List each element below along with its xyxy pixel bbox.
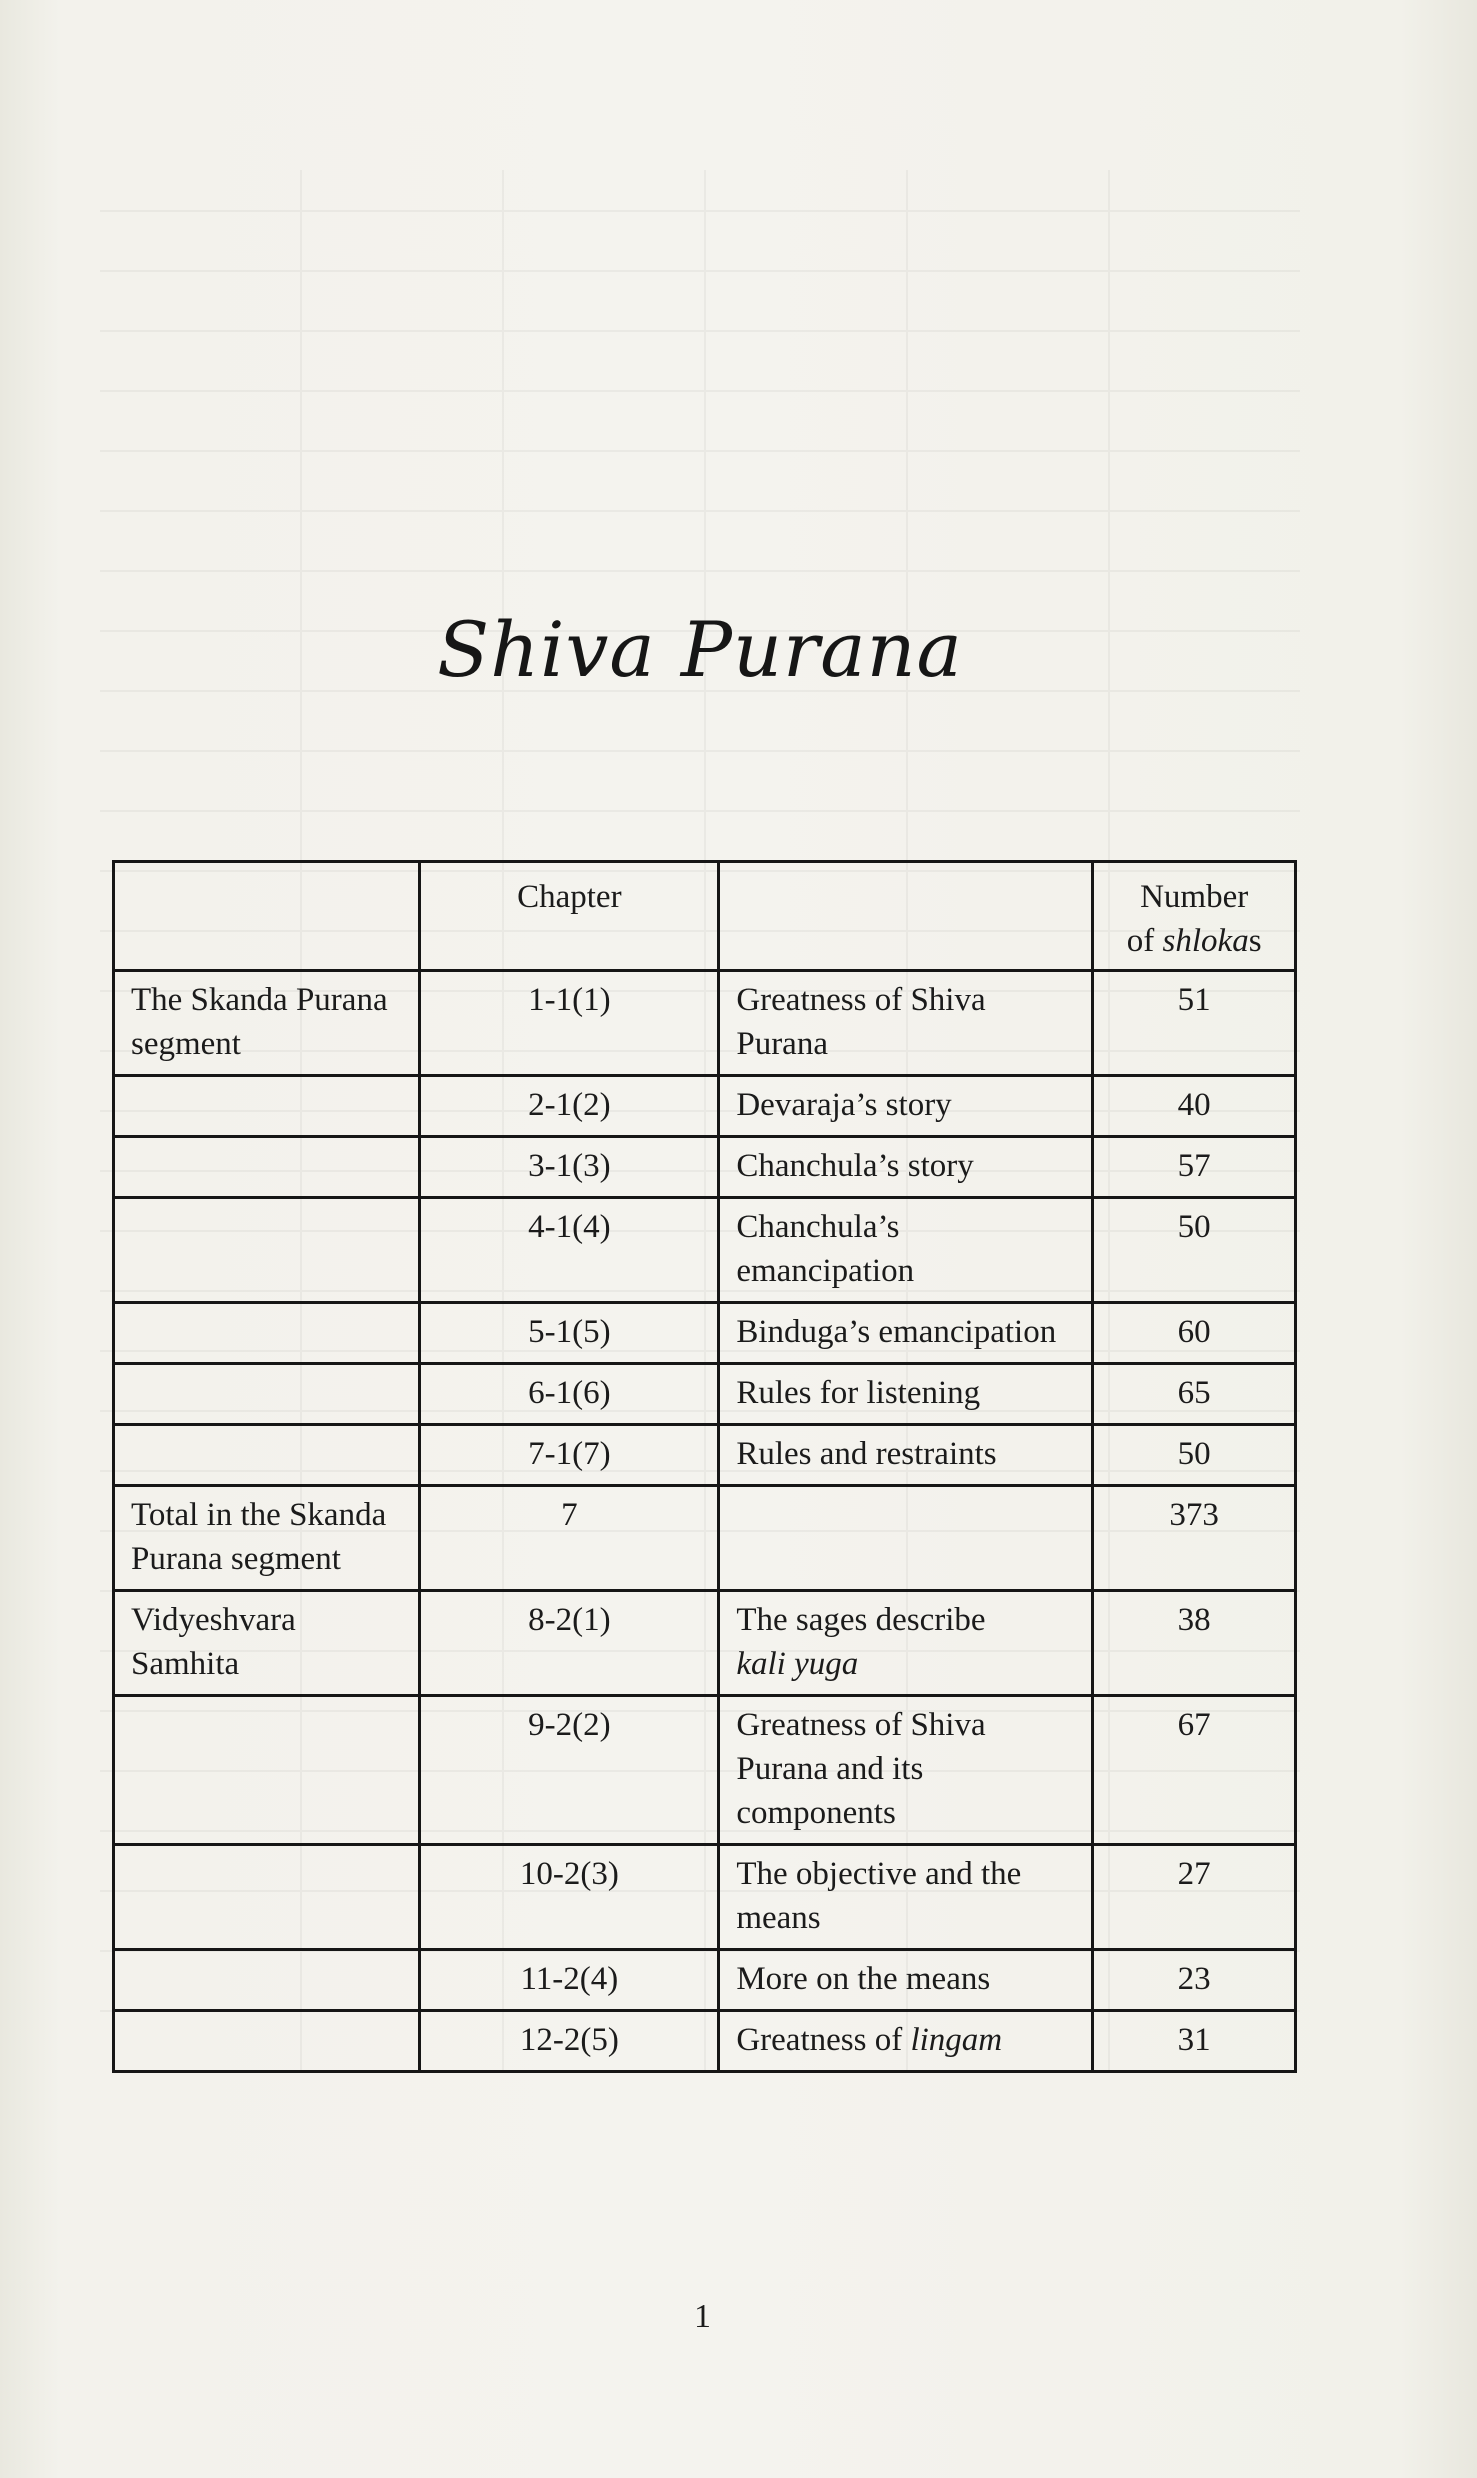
cell-count: 38	[1093, 1591, 1296, 1696]
cell-chapter: 8-2(1)	[420, 1591, 719, 1696]
cell-count: 40	[1093, 1076, 1296, 1137]
cell-chapter: 10-2(3)	[420, 1845, 719, 1950]
cell-count: 67	[1093, 1696, 1296, 1845]
table-row-total	[114, 1486, 1296, 1591]
table-row	[114, 1198, 1296, 1303]
table-row	[114, 1076, 1296, 1137]
table-row	[114, 1364, 1296, 1425]
cell-count: 60	[1093, 1303, 1296, 1364]
cell-chapter: 12-2(5)	[420, 2011, 719, 2072]
header-cell-count	[1093, 862, 1296, 971]
cell-count: 65	[1093, 1364, 1296, 1425]
cell-section: The Skanda Purana segment	[114, 971, 420, 1076]
cell-section	[114, 2011, 420, 2072]
cell-title: Devaraja’s story	[719, 1076, 1093, 1137]
cell-title: The sages describe kali yuga	[719, 1591, 1093, 1696]
cell-chapter: 11-2(4)	[420, 1950, 719, 2011]
cell-section	[114, 1198, 420, 1303]
header-count-prefix: of	[1126, 923, 1163, 959]
cell-title: Rules and restraints	[719, 1425, 1093, 1486]
cell-title	[719, 1486, 1093, 1591]
table-row	[114, 1950, 1296, 2011]
cell-count: 50	[1093, 1198, 1296, 1303]
cell-title: Greatness of lingam	[719, 2011, 1093, 2072]
cell-count: 27	[1093, 1845, 1296, 1950]
cell-chapter: 3-1(3)	[420, 1137, 719, 1198]
table-row	[114, 2011, 1296, 2072]
cell-count: 57	[1093, 1137, 1296, 1198]
cell-section	[114, 1696, 420, 1845]
cell-section: Total in the Skanda Purana segment	[114, 1486, 420, 1591]
cell-count: 31	[1093, 2011, 1296, 2072]
page-number: 1	[694, 2298, 711, 2335]
cell-chapter: 2-1(2)	[420, 1076, 719, 1137]
cell-title: Greatness of Shiva Purana	[719, 971, 1093, 1076]
table-header-row	[114, 862, 1296, 971]
cell-section	[114, 1845, 420, 1950]
table-row	[114, 1303, 1296, 1364]
cell-chapter: 5-1(5)	[420, 1303, 719, 1364]
cell-chapter: 7	[420, 1486, 719, 1591]
chapter-table	[112, 860, 1297, 2073]
cell-chapter: 9-2(2)	[420, 1696, 719, 1845]
cell-title: Chanchula’s story	[719, 1137, 1093, 1198]
cell-chapter: 7-1(7)	[420, 1425, 719, 1486]
cell-count: 50	[1093, 1425, 1296, 1486]
table-row	[114, 1696, 1296, 1845]
cell-count: 23	[1093, 1950, 1296, 2011]
cell-title: Binduga’s emancipation	[719, 1303, 1093, 1364]
cell-section	[114, 1303, 420, 1364]
cell-title: Chanchula’s emancipation	[719, 1198, 1093, 1303]
cell-chapter: 6-1(6)	[420, 1364, 719, 1425]
page-title: Shiva Purana	[437, 605, 963, 694]
table-row	[114, 1137, 1296, 1198]
cell-count: 373	[1093, 1486, 1296, 1591]
cell-section	[114, 1137, 420, 1198]
table-row	[114, 1591, 1296, 1696]
cell-chapter: 4-1(4)	[420, 1198, 719, 1303]
cell-count: 51	[1093, 971, 1296, 1076]
table-row	[114, 1425, 1296, 1486]
header-cell-chapter: Chapter	[420, 862, 719, 971]
cell-title: More on the means	[719, 1950, 1093, 2011]
header-count-line1: Number	[1140, 879, 1249, 915]
header-cell-section	[114, 862, 420, 971]
cell-section	[114, 1950, 420, 2011]
cell-section	[114, 1364, 420, 1425]
header-count-italic: shloka	[1162, 923, 1249, 959]
cell-title: The objective and the means	[719, 1845, 1093, 1950]
table-row	[114, 1845, 1296, 1950]
header-count-suffix: s	[1248, 923, 1262, 959]
cell-chapter: 1-1(1)	[420, 971, 719, 1076]
cell-section	[114, 1425, 420, 1486]
header-cell-title	[719, 862, 1093, 971]
cell-section: Vidyeshvara Samhita	[114, 1591, 420, 1696]
cell-title: Greatness of Shiva Purana and its components	[719, 1696, 1093, 1845]
table-row	[114, 971, 1296, 1076]
cell-section	[114, 1076, 420, 1137]
header-count-line2	[1110, 919, 1278, 963]
cell-title: Rules for listening	[719, 1364, 1093, 1425]
